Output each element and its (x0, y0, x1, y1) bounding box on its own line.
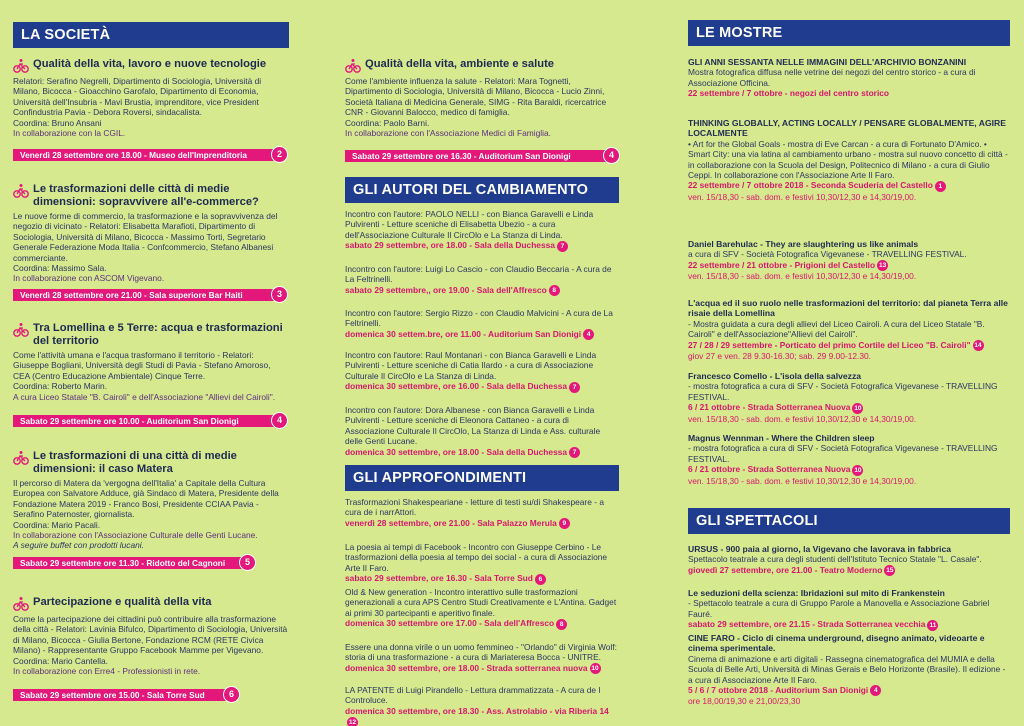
event-date-bar (13, 557, 249, 569)
list-item[interactable]: LA PATENTE di Luigi Pirandello - Lettura drammatizzata - A cura de I Controluce. domenica 30 settembre, ore 18.30 - Ass. Astrolabio - via Riberia 1412 (345, 685, 609, 726)
list-item[interactable]: GLI ANNI SESSANTA NELLE IMMAGINI DELL'ARCHIVIO BONZANINI Mostra fotografica diffusa nelle vetrine dei negozi del centro storico - a cura di Associazione Officina. 22 settembre / 7 ottobre - negozi del centro storico (688, 57, 976, 99)
event-date: Venerdì 28 settembre ore 21.00 - Sala superiore Bar Haiti (20, 290, 243, 300)
event-body: Le nuove forme di commercio, la trasformazione e la sopravvivenza del negozio di vicinato - Relatori: Elisabetta Marafioti, Dipartimento di Sociologia, Università di Milano, Bicocca - Massimo Torti, Segretario Generale Federazione Moda Italia - Confcommercio, Stefano Albanesi commerciante. (13, 211, 278, 263)
cyclist-icon (13, 596, 29, 612)
event-body: Il percorso di Matera da 'vergogna dell'Italia' a Capitale della Cultura Europea con Salvatore Adduce, già Sindaco di Matera, Presidente della Fondazione Matera 2019 - Franco Bosi, Presidente CCIAA Pavia - Serafino Paternoster, giornalista. (13, 478, 279, 520)
column-middle (345, 0, 619, 726)
event-body: Relatori: Serafino Negrelli, Dipartimento di Sociologia, Università di Milano, Bicocca - Gioacchino Garofalo, Dipartimento di Economia, Università dell'Insubria - Mavi Brustia, imprenditore, vice President Confindustria Pavia - Debora Roversi, sindacalista. (13, 76, 262, 118)
list-item[interactable]: L'acqua ed il suo ruolo nelle trasformazioni del territorio: dal pianeta Terra alle risaie della Lomellina - Mostra guidata a cura degli allievi del Liceo Cairoli. A cura del Liceo Statale "B. Cairoli" e dell'Associazione"Allievi del Cairoli". 27 / 28 / 29 settembre - Porticato del primo Cortile del Liceo "B. Cairoli" 14 giov 27 e ven. 28 9.30-16.30; sab. 29 9.00-12.30. (688, 298, 1008, 361)
event-coordina: Coordina: Paolo Barni. (345, 117, 430, 128)
event-body: Come l'attività umana e l'acqua trasformano il territorio - Relatori: Giuseppe Bogliani, Università degli Studi di Pavia - Stefano Amoroso, CEA (Centro Educazione Ambientale) Cinque Terre. (13, 350, 271, 381)
section-title-mostre: LE MOSTRE (688, 20, 1010, 46)
event-collab: In collaborazione con ASCOM Vigevano. (13, 273, 165, 284)
event-collab: In collaborazione con l'Associazione Culturale delle Genti Lucane. (13, 530, 258, 541)
venue-number-badge: 2 (271, 146, 288, 163)
event-date-bar (13, 689, 233, 701)
section-title-autori: GLI AUTORI DEL CAMBIAMENTO (345, 177, 619, 203)
list-item[interactable]: CINE FARO - Ciclo di cinema underground, disegno animato, videoarte e cinema sperimentale. Cinema di animazione e arti digitali - Rassegna cinematografica del MUMIA e della Scuola di Belle Arti, Università di Minas Gerais e Belo Horizonte (Brasile). Il edizione - a cura di Associazione Arte Il Faro. 5 / 6 / 7 ottobre 2018 - Auditorium San Dionigi 4 ore 18,00/19,30 e 21,00/23,30 (688, 633, 1006, 707)
event-3[interactable] (13, 322, 289, 402)
list-item[interactable]: Trasformazioni Shakespeariane - letture di testi su/di Shakespeare - a cura de i narrAttori. venerdì 28 settembre, ore 21.00 - Sala Palazzo Merula 9 (345, 497, 604, 528)
section-title-spettacoli: GLI SPETTACOLI (688, 508, 1010, 534)
event-1[interactable] (13, 58, 289, 138)
list-item[interactable]: Le seduzioni della scienza: Ibridazioni sul mito di Frankenstein - Spettacolo teatrale a cura di Gruppo Parole a Manovella e Associazione Gabriel Fauré. sabato 29 settembre, ore 21.15 - Strada Sotterranea vecchia 11 (688, 588, 990, 630)
cyclist-icon (345, 58, 361, 74)
event-date-bar (13, 289, 281, 301)
section-title-societa: LA SOCIETÀ (13, 22, 289, 48)
list-item[interactable]: Daniel Barehulac - They are slaughtering us like animals a cura di SFV - Società Fotografica Vigevanese - TRAVELLING FESTIVAL. 22 settembre / 21 ottobre - Prigioni del Castello 13 ven. 15/18,30 - sab. dom. e festivi 10,30/12,30 e 14,30/19,00. (688, 239, 967, 282)
event-title: Qualità della vita, ambiente e salute (365, 58, 555, 70)
event-coordina: Coordina: Bruno Ansani (13, 117, 102, 128)
cyclist-icon (13, 183, 29, 199)
column-societa (13, 0, 289, 726)
venue-number-badge: 6 (223, 686, 240, 703)
venue-number-badge: 3 (271, 286, 288, 303)
list-item[interactable]: Incontro con l'autore: Luigi Lo Cascio - con Claudio Beccaria - A cura de La Feltrinelli. sabato 29 settembre,, ore 19.00 - Sala dell'Affresco 8 (345, 264, 612, 295)
list-item[interactable]: Essere una donna virile o un uomo femmineo - "Orlando" di Virginia Wolf: storia di una trasformazione - a cura di Mariateresa Bocca - UNITRE. domenica 30 settembre, ore 18.00 - Strada sotterranea nuova 10 (345, 642, 617, 673)
event-date: Sabato 29 settembre ore 16.30 - Auditorium San Dionigi (352, 151, 571, 161)
event-date: Venerdì 28 settembre ore 18.00 - Museo dell'Imprenditoria (20, 150, 247, 160)
list-item[interactable]: URSUS - 900 paia al giorno, la Vigevano che lavorava in fabbrica Spettacolo teatrale a cura degli studenti dell'Istituto Tecnico Statale "L. Casale". giovedì 27 settembre, ore 21.00 - Teatro Moderno 15 (688, 544, 982, 575)
list-item[interactable]: THINKING GLOBALLY, ACTING LOCALLY / PENSARE GLOBALMENTE, AGIRE LOCALMENTE • Art for the Global Goals - mostra di Eve Carcan - a cura di Fortunato D'Amico. • Smart City: una via latina al cambiamento urbano - mostra sul nuovo concetto di città - in collaborazione con la Scuola del Design, Politecnico di Milano - a cura di Giulio Ceppi. In collaborazione con l'Associazione Arte Il Faro. 22 settembre / 7 ottobre 2018 - Seconda Scuderia del Castello 1 ven. 15/18,30 - sab. dom. e festivi 10,30/12,30 e 14,30/19,00. (688, 118, 1008, 202)
cyclist-icon (13, 322, 29, 338)
event-date-bar (345, 150, 613, 162)
event-2[interactable] (13, 183, 289, 284)
event-date: Sabato 29 settembre ore 15.00 - Sala Torre Sud (20, 690, 205, 700)
event-title: Le trasformazioni delle città di medie dimensioni: sopravvivere all'e-commerce? (33, 183, 259, 208)
event-date-bar (13, 149, 281, 161)
event-title: Tra Lomellina e 5 Terre: acqua e trasformazioni del territorio (33, 322, 283, 347)
event-collab: In collaborazione con la CGIL. (13, 128, 126, 139)
list-item[interactable]: Incontro con l'autore: Raul Montanari - con Bianca Garavelli e Linda Pulvirenti - Letture sceniche di Catia Ilardo - a cura di Associazione Culturale Il CircOlo e La Stanza di Linda. domenica 30 settembre, ore 16.00 - Sala della Duchessa 7 (345, 350, 597, 392)
event-date: Sabato 29 settembre ore 10.00 - Auditorium San Dionigi (20, 416, 239, 426)
list-item[interactable]: Francesco Comello - L'isola della salvezza - mostra fotografica a cura di SFV - Società Fotografica Vigevanese - TRAVELLING FESTIVAL. 6 / 21 ottobre - Strada Sotterranea Nuova 10 ven. 15/18,30 - sab. dom. e festivi 10,30/12,30 e 14,30/19,00. (688, 371, 998, 424)
event-title: Le trasformazioni di una città di medie dimensioni: il caso Matera (33, 450, 237, 475)
event-date-bar (13, 415, 281, 427)
venue-number-badge: 4 (271, 412, 288, 429)
list-item[interactable]: La poesia ai tempi di Facebook - Incontro con Giuseppe Cerbino - Le trasformazioni della poesia al tempo dei social - a cura di Associazione Arte Il Faro. sabato 29 settembre, ore 16.30 - Sala Torre Sud 6 (345, 542, 608, 584)
event-date: Sabato 29 settembre ore 11.30 - Ridotto del Cagnoni (20, 558, 226, 568)
list-item[interactable]: Old & New generation - Incontro interattivo sulle trasformazioni generazionali a cura APS Centro Studi Creativamente e L'Antina. Gadget ai primi 30 partecipanti e aperitivo finale. domenica 30 settembre ore 17.00 - Sala dell'Affresco 8 (345, 587, 617, 629)
venue-number-badge: 5 (239, 554, 256, 571)
event-collab: In collaborazione con Erre4 - Professionisti in rete. (13, 666, 201, 677)
list-item[interactable]: Incontro con l'autore: Dora Albanese - con Bianca Garavelli e Linda Pulvirenti - Letture sceniche di Eleonora Cattaneo - a cura di Associazione Culturale Il CircOlo, La Stanza di Linda e Ass. culturale delle Genti Lucane. domenica 30 settembre, ore 18.00 - Sala della Duchessa 7 (345, 405, 601, 457)
venue-number-badge: 4 (603, 147, 620, 164)
event-coordina: Coordina: Roberto Marin. (13, 381, 108, 392)
event-body: Come la partecipazione dei cittadini può contribuire alla trasformazione della città - Relatori: Lavinia Bifulco, Dipartimento di Sociologia, Università di Milano, Bicocca - Giulia Bertone, Fondazione RCM (RETE Civica Milano) - Rappresentante Gruppo Facebook Mamme per Vigevano. (13, 614, 288, 656)
cyclist-icon (13, 450, 29, 466)
section-title-approfondimenti: GLI APPROFONDIMENTI (345, 465, 619, 491)
event-collab: In collaborazione con l'Associazione Medici di Famiglia. (345, 128, 551, 139)
list-item[interactable]: Incontro con l'autore: Sergio Rizzo - con Claudio Malvicini - A cura de La Feltrinelli. domenica 30 settem.bre, ore 11.00 - Auditorium San Dionigi 4 (345, 308, 613, 339)
event-title: Partecipazione e qualità della vita (33, 596, 212, 608)
event-body: Come l'ambiente influenza la salute - Relatori: Mara Tognetti, Dipartimento di Sociologia, Università di Milano, Bicocca - Lucio Zinni, Società Italiana di Medicina Generale, SIMG - Rita Baraldi, ricercatrice CNR - Giovanni Balocco, medico di famiglia. (345, 76, 607, 118)
event-collab: A cura Liceo Statale "B. Cairoli" e dell'Associazione "Allievi del Cairoli". (13, 391, 276, 402)
cyclist-icon (13, 58, 29, 74)
event-title: Qualità della vita, lavoro e nuove tecnologie (33, 58, 267, 70)
event-extra: A seguire buffet con prodotti lucani. (13, 540, 144, 551)
event-coordina: Coordina: Mario Pacali. (13, 519, 101, 530)
event-4[interactable] (13, 450, 289, 551)
list-item[interactable]: Incontro con l'autore: PAOLO NELLI - con Bianca Garavelli e Linda Pulvirenti - Letture sceniche di Elisabetta Ubezio - a cura dell'Associazione Culturale Il CircOlo e La Stanza di Linda. sabato 29 settembre, ore 18.00 - Sala della Duchessa 7 (345, 209, 594, 251)
column-mostre-spettacoli (688, 0, 1010, 726)
event-coordina: Coordina: Mario Cantella. (13, 655, 108, 666)
list-item[interactable]: Magnus Wennman - Where the Children sleep - mostra fotografica a cura di SFV - Società Fotografica Vigevanese - TRAVELLING FESTIVAL. 6 / 21 ottobre - Strada Sotterranea Nuova 10 ven. 15/18,30 - sab. dom. e festivi 10,30/12,30 e 14,30/19,00. (688, 433, 998, 486)
event-5[interactable] (13, 596, 289, 676)
event-coordina: Coordina: Massimo Sala. (13, 263, 107, 274)
event-ambiente[interactable] (345, 58, 619, 138)
